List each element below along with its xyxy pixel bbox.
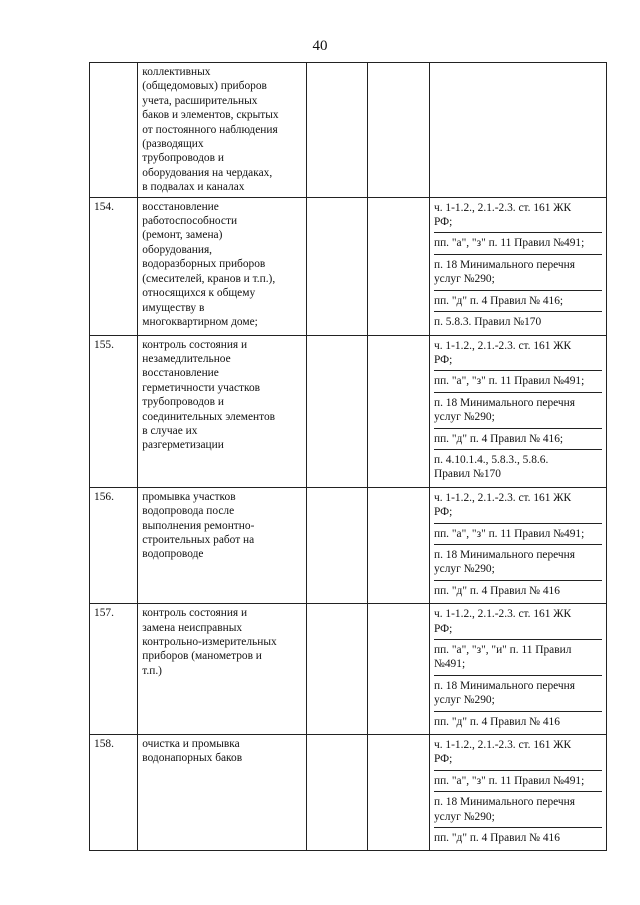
table-row <box>90 604 607 735</box>
empty-cell-a <box>306 335 367 487</box>
description-line: водонапорных баков <box>142 752 243 765</box>
reference-item <box>434 583 602 601</box>
reference-item <box>434 293 602 312</box>
reference-line: услуг №290; <box>433 411 495 424</box>
table-row <box>90 197 607 335</box>
empty-cell-b <box>367 197 429 335</box>
reference-line: пп. "д" п. 4 Правил № 416 <box>433 832 560 845</box>
legal-reference-cell <box>429 604 606 735</box>
reference-line: п. 18 Минимального перечня <box>433 396 575 409</box>
item-number-cell: 154. <box>90 197 138 335</box>
reference-item <box>434 431 602 450</box>
reference-item <box>434 257 602 291</box>
reference-line: пп. "а", "з" п. 11 Правил №491; <box>433 237 585 250</box>
reference-line: ч. 1-1.2., 2.1.-2.3. ст. 161 ЖК <box>433 739 572 752</box>
reference-line: ч. 1-1.2., 2.1.-2.3. ст. 161 ЖК <box>433 201 572 214</box>
reference-item <box>434 526 602 545</box>
reference-list <box>434 490 602 601</box>
reference-item <box>434 373 602 392</box>
reference-item <box>434 338 602 372</box>
reference-item <box>434 794 602 828</box>
reference-line: ч. 1-1.2., 2.1.-2.3. ст. 161 ЖК <box>433 608 572 621</box>
reference-item <box>434 314 602 332</box>
description-line: восстановление <box>142 367 219 380</box>
reference-line: п. 18 Минимального перечня <box>433 679 575 692</box>
description-line: (смесителей, кранов и т.п.), <box>142 272 276 285</box>
item-number-cell: 157. <box>90 604 138 735</box>
legal-reference-cell <box>429 63 606 198</box>
table-row <box>90 735 607 851</box>
reference-line: ч. 1-1.2., 2.1.-2.3. ст. 161 ЖК <box>433 491 572 504</box>
legal-reference-cell <box>429 487 606 603</box>
table-row <box>90 63 607 198</box>
reference-line: п. 18 Минимального перечня <box>433 258 575 271</box>
reference-item <box>434 606 602 640</box>
reference-list <box>434 606 602 732</box>
reference-line: услуг №290; <box>433 810 495 823</box>
item-number-cell: 156. <box>90 487 138 603</box>
description-line: трубопроводов и <box>142 152 224 165</box>
page-number: 40 <box>312 38 328 54</box>
empty-cell-a <box>306 63 367 198</box>
work-description-cell <box>138 604 306 735</box>
description-line: имуществу в <box>142 301 205 314</box>
reference-line: РФ; <box>433 353 453 366</box>
empty-cell-b <box>367 487 429 603</box>
work-description-cell <box>138 63 306 198</box>
description-line: трубопроводов и <box>142 396 224 409</box>
reference-line: п. 18 Минимального перечня <box>433 548 575 561</box>
description-line: многоквартирном доме; <box>142 315 258 328</box>
reference-item <box>434 490 602 524</box>
reference-line: пп. "а", "з" п. 11 Правил №491; <box>433 774 585 787</box>
reference-line: пп. "д" п. 4 Правил № 416; <box>433 294 564 307</box>
description-line: т.п.) <box>142 664 162 677</box>
reference-line: услуг №290; <box>433 694 495 707</box>
work-description-cell <box>138 735 306 851</box>
description-line: герметичности участков <box>142 381 261 394</box>
legal-reference-cell <box>429 197 606 335</box>
empty-cell-b <box>367 604 429 735</box>
empty-cell-b <box>367 335 429 487</box>
empty-cell-a <box>306 487 367 603</box>
reference-item <box>434 830 602 848</box>
description-line: баков и элементов, скрытых <box>142 109 279 122</box>
description-line: от постоянного наблюдения <box>142 123 278 136</box>
reference-item <box>434 452 602 485</box>
reference-list <box>434 338 602 485</box>
description-line: промывка участков <box>142 490 236 503</box>
description-line: строительных работ на <box>142 533 255 546</box>
description-line: контрольно-измерительных <box>142 636 277 648</box>
reference-line: РФ; <box>433 216 453 229</box>
description-line: контроль состояния и <box>142 607 248 620</box>
work-description-cell <box>138 335 306 487</box>
reference-line: ч. 1-1.2., 2.1.-2.3. ст. 161 ЖК <box>433 339 572 352</box>
description-line: относящихся к общему <box>142 287 256 300</box>
reference-line: Правил №170 <box>433 468 501 481</box>
reference-item <box>434 547 602 581</box>
empty-cell-a <box>306 197 367 335</box>
reference-line: пп. "д" п. 4 Правил № 416 <box>433 584 560 597</box>
description-line: коллективных <box>142 66 211 78</box>
reference-item <box>434 714 602 732</box>
reference-line: пп. "а", "з", "и" п. 11 Правил <box>433 644 572 656</box>
description-line: приборов (манометров и <box>142 650 262 663</box>
reference-list <box>434 737 602 848</box>
description-line: водопровода после <box>142 505 235 518</box>
reference-line: №491; <box>433 658 466 671</box>
reference-item <box>434 200 602 234</box>
reference-line: пп. "а", "з" п. 11 Правил №491; <box>433 375 585 388</box>
legal-reference-cell <box>429 335 606 487</box>
work-description-cell <box>138 197 306 335</box>
description-line: учета, расширительных <box>142 94 258 107</box>
reference-item <box>434 737 602 771</box>
table-body <box>90 63 607 851</box>
item-number-cell: 158. <box>90 735 138 851</box>
item-number-cell <box>90 63 138 198</box>
description-line: замена неисправных <box>142 621 243 634</box>
description-line: оборудования на чердаках, <box>142 166 273 179</box>
empty-cell-a <box>306 604 367 735</box>
reference-line: пп. "а", "з" п. 11 Правил №491; <box>433 527 585 540</box>
reference-line: РФ; <box>433 506 453 519</box>
work-description-cell <box>138 487 306 603</box>
description-line: соединительных элементов <box>142 410 276 423</box>
reference-line: РФ; <box>433 622 453 635</box>
description-line: (ремонт, замена) <box>142 229 223 242</box>
description-line: водопроводе <box>142 548 204 561</box>
reference-line: услуг №290; <box>433 273 495 286</box>
description-line: восстановление <box>142 200 219 213</box>
reference-line: пп. "д" п. 4 Правил № 416 <box>433 715 560 728</box>
empty-cell-a <box>306 735 367 851</box>
description-line: водоразборных приборов <box>142 258 266 271</box>
description-line: выполнения ремонтно- <box>142 519 255 532</box>
reference-item <box>434 235 602 254</box>
description-line: контроль состояния и <box>142 338 248 351</box>
table-row <box>90 335 607 487</box>
empty-cell-b <box>367 735 429 851</box>
description-line: (разводящих <box>142 138 204 151</box>
empty-cell-b <box>367 63 429 198</box>
reference-line: п. 4.10.1.4., 5.8.3., 5.8.6. <box>433 453 549 466</box>
reference-line: п. 18 Минимального перечня <box>433 796 575 809</box>
description-line: разгерметизации <box>142 439 224 452</box>
legal-reference-cell <box>429 735 606 851</box>
reference-list <box>434 200 602 333</box>
table-row <box>90 487 607 603</box>
description-line: работоспособности <box>142 215 238 228</box>
reference-item <box>434 395 602 429</box>
description-line: очистка и промывка <box>142 738 240 751</box>
reference-item <box>434 773 602 792</box>
item-number-cell: 155. <box>90 335 138 487</box>
reference-line: услуг №290; <box>433 563 495 576</box>
reference-line: пп. "д" п. 4 Правил № 416; <box>433 432 564 445</box>
description-line: (общедомовых) приборов <box>142 80 267 93</box>
reference-item <box>434 642 602 676</box>
reference-line: РФ; <box>433 753 453 766</box>
reference-item <box>434 678 602 712</box>
regulation-table <box>89 62 607 851</box>
reference-line: п. 5.8.3. Правил №170 <box>433 316 542 329</box>
description-line: в случае их <box>142 424 198 437</box>
description-line: незамедлительное <box>142 352 231 365</box>
description-line: в подвалах и каналах <box>142 181 245 194</box>
description-line: оборудования, <box>142 243 213 256</box>
